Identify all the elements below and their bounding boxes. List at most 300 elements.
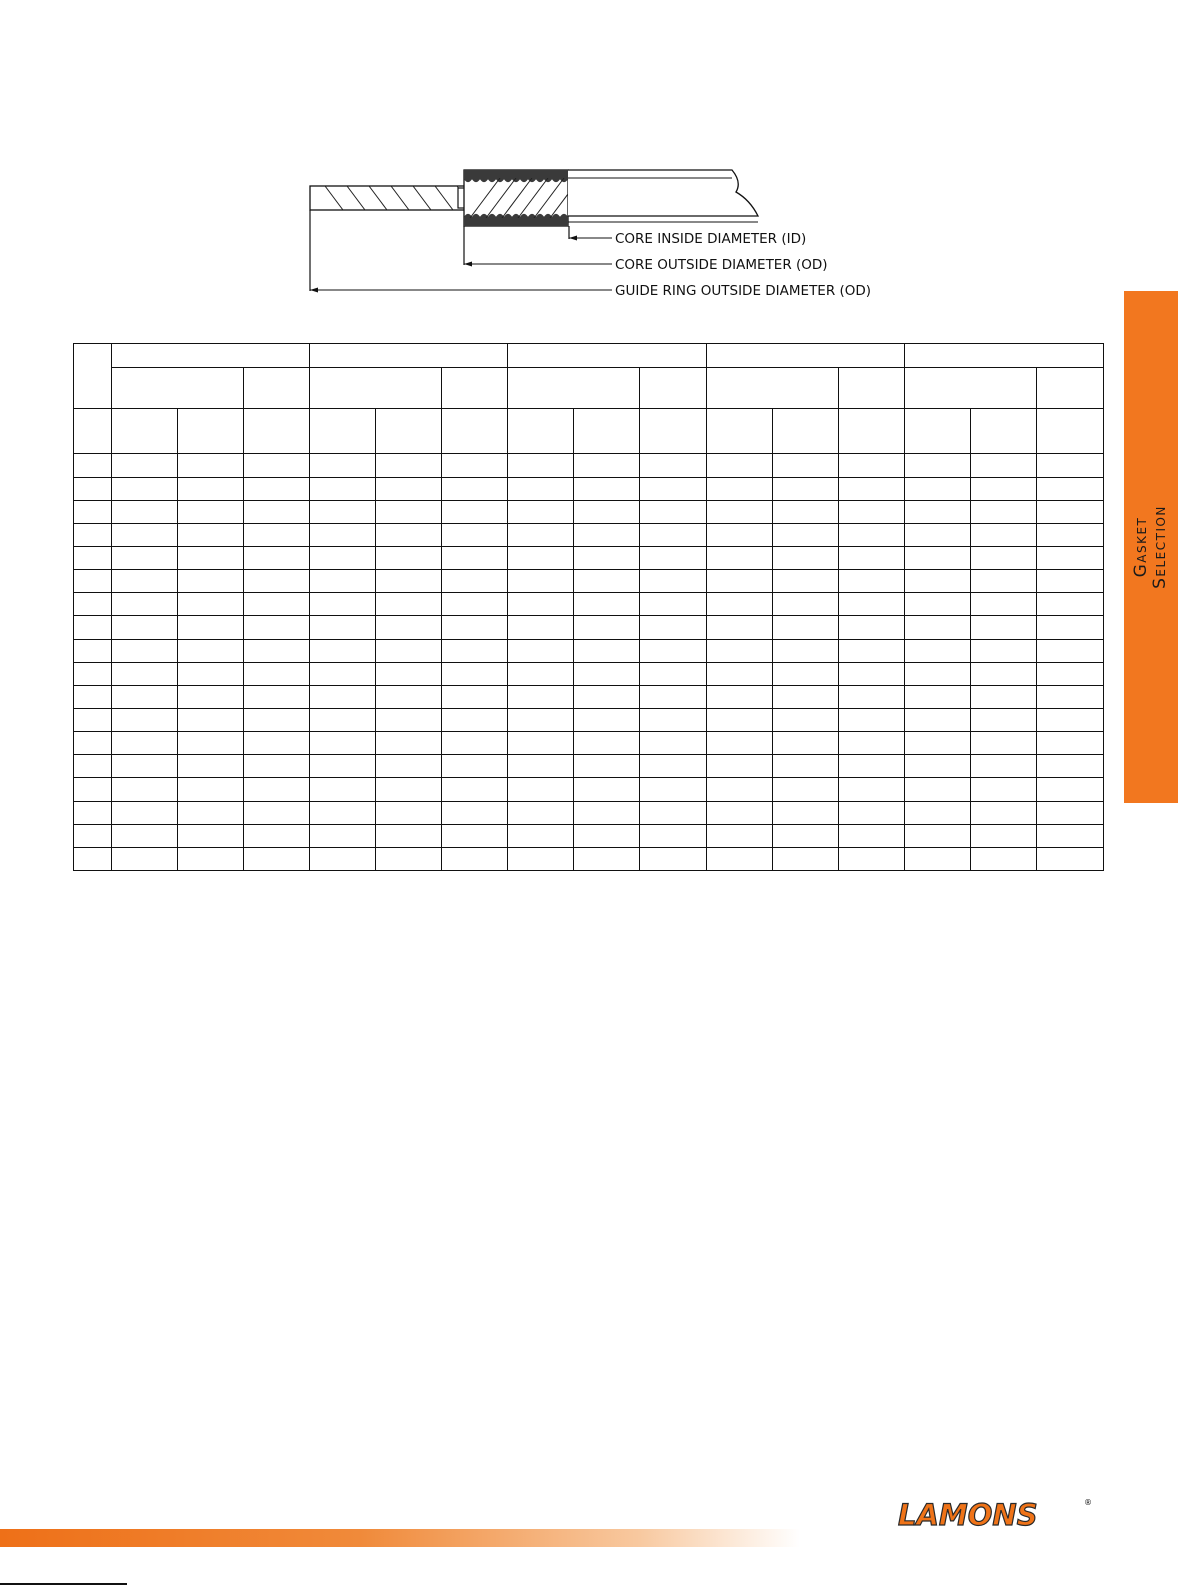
table-cell <box>1036 732 1103 755</box>
table-cell <box>970 616 1036 639</box>
table-cell <box>112 477 178 500</box>
table-cell <box>904 616 970 639</box>
table-cell <box>310 546 376 569</box>
table-cell <box>376 732 442 755</box>
table-cell <box>508 546 574 569</box>
table-cell <box>970 662 1036 685</box>
table-row <box>74 523 1104 546</box>
table-cell <box>74 732 112 755</box>
table-cell <box>112 570 178 593</box>
table-cell <box>244 500 310 523</box>
table-cell <box>178 593 244 616</box>
column-header-cell <box>74 409 112 454</box>
table-cell <box>838 454 904 477</box>
table-cell <box>1036 824 1103 847</box>
table-cell <box>310 801 376 824</box>
table-cell <box>904 500 970 523</box>
subgroup-header-cell <box>442 368 508 409</box>
table-cell <box>74 778 112 801</box>
table-cell <box>112 593 178 616</box>
table-cell <box>772 847 838 870</box>
table-cell <box>310 662 376 685</box>
table-cell <box>310 732 376 755</box>
table-cell <box>178 801 244 824</box>
column-header-cell <box>508 409 574 454</box>
table-cell <box>904 662 970 685</box>
table-cell <box>178 685 244 708</box>
table-cell <box>970 570 1036 593</box>
table-cell <box>74 477 112 500</box>
table-cell <box>574 824 640 847</box>
table-cell <box>244 847 310 870</box>
table-cell <box>640 662 706 685</box>
table-cell <box>838 570 904 593</box>
column-header-cell <box>640 409 706 454</box>
table-cell <box>838 801 904 824</box>
table-cell <box>574 593 640 616</box>
table-cell <box>376 454 442 477</box>
table-cell <box>838 708 904 731</box>
table-cell <box>178 662 244 685</box>
table-cell <box>178 477 244 500</box>
section-tab-label: Gasket Selection <box>1131 505 1170 589</box>
core-inside-diameter-label: CORE INSIDE DIAMETER (ID) <box>615 231 807 247</box>
group-header-cell <box>706 344 904 368</box>
table-cell <box>772 616 838 639</box>
table-cell <box>640 778 706 801</box>
table-cell <box>74 662 112 685</box>
table-cell <box>112 639 178 662</box>
gasket-cross-section-diagram <box>300 160 880 310</box>
table-cell <box>640 500 706 523</box>
table-cell <box>772 477 838 500</box>
table-cell <box>310 685 376 708</box>
table-cell <box>574 523 640 546</box>
table-cell <box>74 847 112 870</box>
group-header-cell <box>904 344 1103 368</box>
table-cell <box>1036 593 1103 616</box>
table-cell <box>1036 708 1103 731</box>
table-cell <box>970 500 1036 523</box>
table-cell <box>970 477 1036 500</box>
table-cell <box>838 639 904 662</box>
table-cell <box>244 824 310 847</box>
header-stub-cell <box>74 344 112 409</box>
column-header-cell <box>244 409 310 454</box>
table-cell <box>838 755 904 778</box>
table-cell <box>640 454 706 477</box>
table-cell <box>970 732 1036 755</box>
table-cell <box>310 500 376 523</box>
table-cell <box>244 593 310 616</box>
table-cell <box>244 616 310 639</box>
column-header-cell <box>772 409 838 454</box>
table-cell <box>310 616 376 639</box>
table-cell <box>310 755 376 778</box>
subgroup-header-cell <box>640 368 706 409</box>
column-header-cell <box>970 409 1036 454</box>
table-row <box>74 801 1104 824</box>
group-header-cell <box>310 344 508 368</box>
table-cell <box>244 732 310 755</box>
table-cell <box>970 755 1036 778</box>
table-cell <box>376 500 442 523</box>
subgroup-header-cell <box>838 368 904 409</box>
table-cell <box>310 570 376 593</box>
table-row <box>74 847 1104 870</box>
table-cell <box>442 755 508 778</box>
table-cell <box>706 477 772 500</box>
table-cell <box>508 801 574 824</box>
table-row <box>74 755 1104 778</box>
table-cell <box>706 732 772 755</box>
table-cell <box>970 801 1036 824</box>
table-cell <box>838 500 904 523</box>
table-cell <box>442 500 508 523</box>
table-cell <box>1036 755 1103 778</box>
table-cell <box>376 593 442 616</box>
table-cell <box>706 755 772 778</box>
table-cell <box>376 801 442 824</box>
table-cell <box>904 593 970 616</box>
table-cell <box>772 593 838 616</box>
table-row <box>74 639 1104 662</box>
column-header-cell <box>310 409 376 454</box>
table-cell <box>640 685 706 708</box>
logo-wordmark: LAMONS <box>898 1498 1038 1531</box>
subgroup-header-cell <box>112 368 244 409</box>
table-cell <box>838 546 904 569</box>
gasket-dimensions-table <box>73 343 1104 871</box>
table-cell <box>74 755 112 778</box>
table-cell <box>1036 778 1103 801</box>
table-cell <box>640 847 706 870</box>
table-cell <box>574 708 640 731</box>
table-cell <box>112 778 178 801</box>
table-cell <box>1036 685 1103 708</box>
table-cell <box>508 662 574 685</box>
table-cell <box>244 477 310 500</box>
table-cell <box>442 685 508 708</box>
table-cell <box>310 778 376 801</box>
table-cell <box>904 778 970 801</box>
table-cell <box>244 662 310 685</box>
table-cell <box>112 500 178 523</box>
table-cell <box>178 616 244 639</box>
table-cell <box>178 847 244 870</box>
core-outside-diameter-label: CORE OUTSIDE DIAMETER (OD) <box>615 257 828 273</box>
subgroup-header-cell <box>904 368 1036 409</box>
pipe-section-shape <box>568 170 758 216</box>
table-row <box>74 732 1104 755</box>
table-cell <box>904 732 970 755</box>
table-cell <box>244 755 310 778</box>
table-cell <box>74 454 112 477</box>
table-cell <box>74 685 112 708</box>
group-header-cell <box>508 344 706 368</box>
table-cell <box>706 801 772 824</box>
table-cell <box>772 523 838 546</box>
table-row <box>74 685 1104 708</box>
table-cell <box>904 454 970 477</box>
table-cell <box>178 778 244 801</box>
table-cell <box>838 824 904 847</box>
table-cell <box>74 593 112 616</box>
table-cell <box>574 801 640 824</box>
table-cell <box>640 477 706 500</box>
table-cell <box>112 662 178 685</box>
table-cell <box>508 639 574 662</box>
table-cell <box>508 755 574 778</box>
table-cell <box>706 662 772 685</box>
subgroup-header-cell <box>244 368 310 409</box>
column-header-cell <box>112 409 178 454</box>
table-cell <box>508 616 574 639</box>
column-header-cell <box>574 409 640 454</box>
table-cell <box>508 570 574 593</box>
table-cell <box>178 454 244 477</box>
table-cell <box>112 801 178 824</box>
table-cell <box>574 454 640 477</box>
table-cell <box>706 847 772 870</box>
table-cell <box>244 685 310 708</box>
table-cell <box>574 477 640 500</box>
table-cell <box>442 639 508 662</box>
table-cell <box>772 662 838 685</box>
table-cell <box>640 570 706 593</box>
table-cell <box>310 824 376 847</box>
table-cell <box>574 685 640 708</box>
table-cell <box>574 847 640 870</box>
table-row <box>74 616 1104 639</box>
table-cell <box>112 847 178 870</box>
subgroup-header-cell <box>1036 368 1103 409</box>
table-cell <box>574 778 640 801</box>
table-cell <box>1036 477 1103 500</box>
table-cell <box>640 755 706 778</box>
table-cell <box>640 616 706 639</box>
table-cell <box>838 685 904 708</box>
column-header-cell <box>442 409 508 454</box>
lamons-logo <box>896 1495 1094 1531</box>
table-cell <box>310 847 376 870</box>
table-cell <box>74 546 112 569</box>
subgroup-header-cell <box>508 368 640 409</box>
table-cell <box>706 616 772 639</box>
table-cell <box>772 778 838 801</box>
table-cell <box>772 454 838 477</box>
table-cell <box>970 454 1036 477</box>
table-cell <box>442 708 508 731</box>
table-cell <box>178 639 244 662</box>
table-cell <box>706 639 772 662</box>
table-cell <box>74 616 112 639</box>
table-row <box>74 454 1104 477</box>
table-cell <box>772 685 838 708</box>
table-cell <box>376 847 442 870</box>
table-row <box>74 778 1104 801</box>
subgroup-header-cell <box>310 368 442 409</box>
table-cell <box>442 732 508 755</box>
table-cell <box>112 454 178 477</box>
table-cell <box>508 685 574 708</box>
table-cell <box>706 454 772 477</box>
table-cell <box>442 801 508 824</box>
table-cell <box>112 523 178 546</box>
table-cell <box>1036 801 1103 824</box>
table-cell <box>74 570 112 593</box>
table-cell <box>706 824 772 847</box>
table-cell <box>970 708 1036 731</box>
table-cell <box>178 500 244 523</box>
table-cell <box>838 477 904 500</box>
table-cell <box>772 639 838 662</box>
table-cell <box>904 570 970 593</box>
table-cell <box>178 708 244 731</box>
table-cell <box>310 639 376 662</box>
table-cell <box>508 708 574 731</box>
table-cell <box>970 546 1036 569</box>
table-cell <box>1036 639 1103 662</box>
table-cell <box>706 500 772 523</box>
table-cell <box>178 546 244 569</box>
table-cell <box>74 708 112 731</box>
table-cell <box>178 755 244 778</box>
table-row <box>74 593 1104 616</box>
table-cell <box>376 824 442 847</box>
table-cell <box>442 662 508 685</box>
column-header-cell <box>838 409 904 454</box>
table-cell <box>508 523 574 546</box>
table-cell <box>772 801 838 824</box>
table-cell <box>244 570 310 593</box>
table-cell <box>442 593 508 616</box>
table-cell <box>574 732 640 755</box>
table-cell <box>244 778 310 801</box>
table-cell <box>772 570 838 593</box>
table-cell <box>574 755 640 778</box>
table-cell <box>178 824 244 847</box>
table-cell <box>112 685 178 708</box>
footer-bar <box>0 1529 800 1547</box>
table-cell <box>838 616 904 639</box>
table-cell <box>706 778 772 801</box>
table-cell <box>904 847 970 870</box>
table-cell <box>838 732 904 755</box>
table-cell <box>112 755 178 778</box>
table-cell <box>1036 454 1103 477</box>
column-header-cell <box>178 409 244 454</box>
table-cell <box>904 824 970 847</box>
header-row-columns <box>74 409 1104 454</box>
table-cell <box>178 570 244 593</box>
table-cell <box>244 708 310 731</box>
table-cell <box>74 824 112 847</box>
table-cell <box>508 824 574 847</box>
table-cell <box>310 708 376 731</box>
table-cell <box>508 477 574 500</box>
table-cell <box>706 685 772 708</box>
table-cell <box>640 593 706 616</box>
table-cell <box>310 523 376 546</box>
column-header-cell <box>904 409 970 454</box>
table-cell <box>508 454 574 477</box>
table-cell <box>112 546 178 569</box>
table-cell <box>970 847 1036 870</box>
table-cell <box>970 523 1036 546</box>
table-cell <box>640 639 706 662</box>
table-row <box>74 546 1104 569</box>
table-cell <box>904 708 970 731</box>
table-cell <box>244 546 310 569</box>
table-cell <box>838 662 904 685</box>
column-header-cell <box>706 409 772 454</box>
table-cell <box>112 616 178 639</box>
column-header-cell <box>1036 409 1103 454</box>
table-cell <box>178 732 244 755</box>
table-cell <box>508 732 574 755</box>
table-cell <box>904 546 970 569</box>
table-cell <box>74 500 112 523</box>
table-cell <box>574 570 640 593</box>
table-cell <box>706 593 772 616</box>
table-cell <box>244 801 310 824</box>
table-cell <box>574 639 640 662</box>
table-cell <box>970 778 1036 801</box>
column-header-cell <box>376 409 442 454</box>
table-cell <box>970 593 1036 616</box>
table-cell <box>376 639 442 662</box>
table-cell <box>376 685 442 708</box>
table-cell <box>904 755 970 778</box>
table-cell <box>904 523 970 546</box>
table-cell <box>838 523 904 546</box>
table-cell <box>310 593 376 616</box>
header-row-subgroup <box>74 368 1104 409</box>
table-cell <box>112 824 178 847</box>
table-cell <box>442 616 508 639</box>
table-cell <box>706 570 772 593</box>
table-row <box>74 477 1104 500</box>
table-cell <box>244 639 310 662</box>
table-cell <box>904 477 970 500</box>
table-cell <box>838 778 904 801</box>
table-cell <box>772 500 838 523</box>
section-tab <box>1124 291 1178 803</box>
table-cell <box>640 801 706 824</box>
table-cell <box>640 546 706 569</box>
table-cell <box>508 500 574 523</box>
table-cell <box>112 708 178 731</box>
table-cell <box>838 593 904 616</box>
table-cell <box>508 778 574 801</box>
table-cell <box>640 708 706 731</box>
table-cell <box>442 523 508 546</box>
table-cell <box>310 477 376 500</box>
table-cell <box>706 523 772 546</box>
table-cell <box>1036 523 1103 546</box>
table-cell <box>244 523 310 546</box>
table-cell <box>508 847 574 870</box>
table-cell <box>970 639 1036 662</box>
table-cell <box>442 824 508 847</box>
table-cell <box>574 546 640 569</box>
table-cell <box>74 523 112 546</box>
table-cell <box>574 500 640 523</box>
table-cell <box>640 732 706 755</box>
table-cell <box>112 732 178 755</box>
table-cell <box>442 778 508 801</box>
